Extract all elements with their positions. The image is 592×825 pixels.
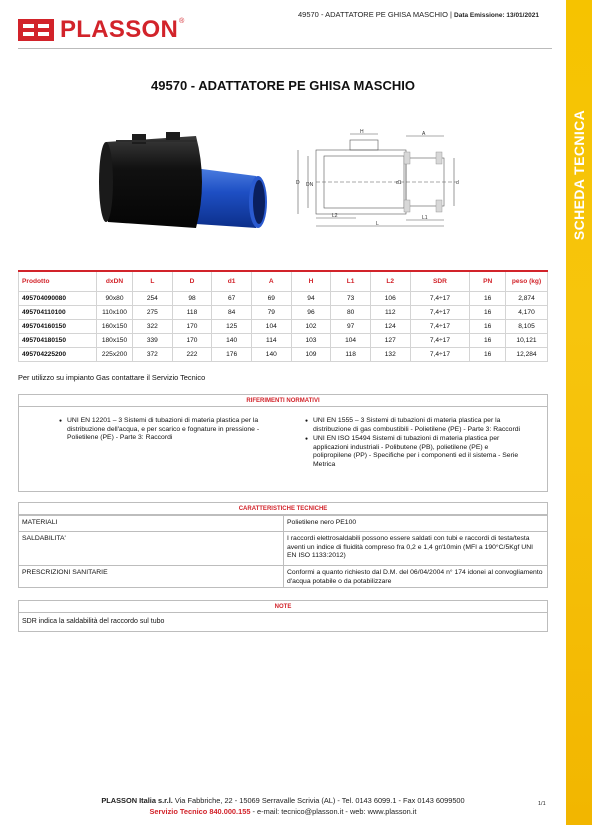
dim-label-small-d: d [456, 180, 459, 186]
tech-divider [283, 532, 284, 565]
product-photo [96, 132, 276, 232]
table-cell: 98 [172, 291, 212, 305]
header-doc-info [298, 10, 539, 19]
col-a: A [251, 271, 291, 291]
notes-text: SDR indica la saldabilità del raccordo sul tubo [22, 618, 165, 625]
product-table-header [19, 271, 548, 291]
footer-service: Servizio Tecnico 840.000.155 [149, 807, 251, 816]
table-cell: 102 [291, 319, 331, 333]
tech-label: PRESCRIZIONI SANITARIE [22, 569, 108, 576]
table-cell: 103 [291, 333, 331, 347]
table-cell: 69 [251, 291, 291, 305]
tech-value: Conformi a quanto richiesto dal D.M. del 06/04/2004 n° 174 idonei al convogliamento d'acqua potabile o da potabilizzare [287, 569, 543, 585]
dim-label-h: H [360, 129, 364, 135]
table-cell: 109 [291, 347, 331, 361]
table-cell: 7,4÷17 [410, 319, 470, 333]
tech-row-prescrizioni [19, 565, 547, 587]
table-cell: 79 [251, 305, 291, 319]
gas-usage-note: Per utilizzo su impianto Gas contattare il Servizio Tecnico [18, 373, 206, 382]
table-cell: 16 [470, 291, 506, 305]
col-dxdn: dxDN [97, 271, 133, 291]
tech-row-saldabilita [19, 531, 547, 565]
dim-label-dn: DN [306, 182, 314, 188]
table-cell: 225x200 [97, 347, 133, 361]
table-cell: 112 [370, 305, 410, 319]
table-cell: 106 [370, 291, 410, 305]
normative-item: ● UNI EN ISO 15494 Sistemi di tubazioni di materia plastica per applicazioni industriali - Polibutene (PB), polietilene (PE) e polipropilene (PP) - Specifiche per i componenti ed il sistema - Serie Metrica [305, 435, 523, 469]
col-d: D [172, 271, 212, 291]
table-cell: 7,4÷17 [410, 333, 470, 347]
table-cell: 90x80 [97, 291, 133, 305]
issue-date: Data Emissione: 13/01/2021 [454, 12, 539, 19]
product-code: 495704160150 [19, 319, 97, 333]
col-pn: PN [470, 271, 506, 291]
product-code: 495704110100 [19, 305, 97, 319]
table-cell: 125 [212, 319, 252, 333]
table-cell: 110x100 [97, 305, 133, 319]
header-divider [18, 48, 552, 49]
table-cell: 4,170 [506, 305, 548, 319]
table-cell: 104 [331, 333, 371, 347]
brand-name: PLASSON [60, 16, 179, 43]
col-prodotto: Prodotto [19, 271, 97, 291]
table-cell: 118 [331, 347, 371, 361]
col-l1: L1 [331, 271, 371, 291]
tech-value: Polietilene nero PE100 [287, 519, 357, 526]
technical-heading: CARATTERISTICHE TECNICHE [19, 503, 547, 515]
table-cell: 67 [212, 291, 252, 305]
tech-value: I raccordi elettrosaldabili possono essere saldati con tubi e raccordi di testa/testa aventi un indice di fluidità compreso fra 0,2 e 1,4 gr/10min (MFI a 190°C/5Kgf UNI EN ISO 1133:2012) [287, 535, 534, 560]
footer [0, 795, 566, 817]
notes-heading: NOTE [19, 601, 547, 613]
tech-divider [283, 566, 284, 587]
table-cell: 16 [470, 347, 506, 361]
tech-label: MATERIALI [22, 519, 58, 526]
footer-address: Via Fabbriche, 22 - 15069 Serravalle Scrivia (AL) - Tel. 0143 6099.1 - Fax 0143 6099500 [172, 796, 465, 805]
table-cell: 339 [133, 333, 173, 347]
doc-reference: 49570 - ADATTATORE PE GHISA MASCHIO [298, 10, 448, 19]
table-cell: 170 [172, 319, 212, 333]
table-cell: 16 [470, 333, 506, 347]
table-row [19, 291, 548, 305]
table-cell: 7,4÷17 [410, 305, 470, 319]
product-table [18, 270, 548, 362]
col-peso: peso (kg) [506, 271, 548, 291]
dim-label-d: D [296, 180, 300, 186]
table-cell: 94 [291, 291, 331, 305]
table-row [19, 319, 548, 333]
table-cell: 10,121 [506, 333, 548, 347]
page-number: 1/1 [538, 801, 546, 807]
footer-company: PLASSON Italia s.r.l. [101, 796, 173, 805]
table-cell: 84 [212, 305, 252, 319]
tech-divider [283, 516, 284, 531]
table-cell: 16 [470, 319, 506, 333]
col-sdr: SDR [410, 271, 470, 291]
dim-label-l2: L2 [332, 213, 338, 219]
dim-label-l: L [376, 221, 379, 227]
product-code: 495704180150 [19, 333, 97, 347]
table-cell: 127 [370, 333, 410, 347]
table-row [19, 333, 548, 347]
table-cell: 275 [133, 305, 173, 319]
footer-line-1 [0, 795, 566, 806]
technical-drawing [296, 126, 466, 236]
product-code: 495704225200 [19, 347, 97, 361]
plasson-logo-icon [18, 19, 54, 41]
table-cell: 160x150 [97, 319, 133, 333]
table-cell: 7,4÷17 [410, 347, 470, 361]
table-row [19, 347, 548, 361]
table-cell: 124 [370, 319, 410, 333]
table-cell: 114 [251, 333, 291, 347]
table-row [19, 305, 548, 319]
registered-mark: ® [179, 18, 185, 25]
footer-line-2 [0, 806, 566, 817]
col-h: H [291, 271, 331, 291]
table-cell: 140 [251, 347, 291, 361]
table-cell: 372 [133, 347, 173, 361]
table-cell: 118 [172, 305, 212, 319]
table-cell: 132 [370, 347, 410, 361]
normative-item: ● UNI EN 12201 – 3 Sistemi di tubazioni di materia plastica per la distribuzione dell'acqua, e per scarico e fognature in pressione - Polietilene (PE) - Parte 3: Raccordi [59, 417, 279, 443]
technical-section [18, 502, 548, 588]
table-cell: 322 [133, 319, 173, 333]
page-title: 49570 - ADATTATORE PE GHISA MASCHIO [151, 78, 415, 93]
table-cell: 16 [470, 305, 506, 319]
dim-label-a: A [422, 131, 426, 137]
col-d1: d1 [212, 271, 252, 291]
table-cell: 12,284 [506, 347, 548, 361]
table-cell: 170 [172, 333, 212, 347]
table-cell: 254 [133, 291, 173, 305]
normative-heading: RIFERIMENTI NORMATIVI [19, 395, 547, 407]
table-cell: 96 [291, 305, 331, 319]
table-cell: 7,4÷17 [410, 291, 470, 305]
side-band-label [568, 95, 590, 255]
side-band-text: SCHEDA TECNICA [571, 109, 587, 241]
tech-label: SALDABILITA' [22, 535, 66, 542]
normative-section [18, 394, 548, 492]
header-separator: | [447, 10, 455, 19]
dim-label-l1: L1 [422, 215, 428, 221]
table-cell: 176 [212, 347, 252, 361]
col-l2: L2 [370, 271, 410, 291]
table-cell: 80 [331, 305, 371, 319]
table-cell: 73 [331, 291, 371, 305]
table-cell: 8,105 [506, 319, 548, 333]
table-cell: 97 [331, 319, 371, 333]
normative-item: ● UNI EN 1555 – 3 Sistemi di tubazioni di materia plastica per la distribuzione di gas combustibili - Polietilene (PE) - Parte 3: Raccordi [305, 417, 523, 434]
table-cell: 222 [172, 347, 212, 361]
tech-row-materiali [19, 515, 547, 531]
table-cell: 180x150 [97, 333, 133, 347]
notes-section [18, 600, 548, 632]
footer-contacts: - e-mail: tecnico@plasson.it - web: www.plasson.it [250, 807, 417, 816]
product-code: 495704090080 [19, 291, 97, 305]
normative-right-column [305, 417, 523, 471]
dim-label-d1: d1 [396, 180, 402, 186]
table-cell: 104 [251, 319, 291, 333]
col-l: L [133, 271, 173, 291]
plasson-logo [18, 18, 184, 42]
normative-left-column [59, 417, 279, 444]
table-cell: 2,874 [506, 291, 548, 305]
table-cell: 140 [212, 333, 252, 347]
